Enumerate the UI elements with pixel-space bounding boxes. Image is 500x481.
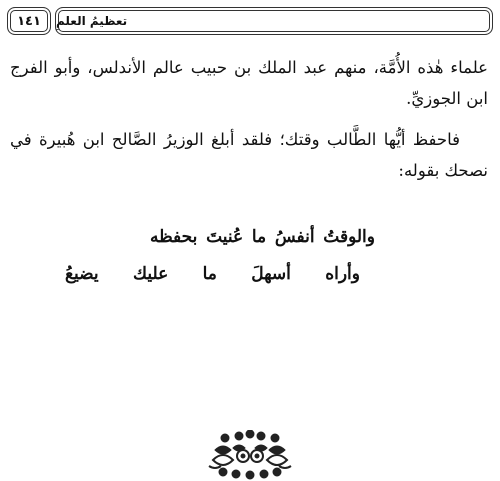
book-title: تعظيمُ العلمِ (56, 14, 128, 28)
paragraph-2: فاحفظ أيُّها الطَّالب وقتك؛ فلقد أبلغ الوزيرُ الصَّالح ابن هُبيرة في نصحك بقوله: (10, 130, 488, 180)
page-number-frame (7, 7, 51, 35)
header-title-frame (55, 7, 493, 35)
poem-line-1: والوقتُ أنفسُ ما عُنيتَ بحفظه (150, 227, 375, 247)
poem-line-2: وأراه أسهلَ ما عليك يضيعُ (65, 264, 360, 284)
page-header (7, 7, 493, 37)
paragraph-1: علماء هٰذه الأُمَّة، منهم عبد الملك بن حبيب عالم الأندلس، وأبو الفرج ابن الجوزيِّ. (10, 58, 488, 108)
floral-ornament-icon (205, 430, 295, 480)
page-number: ١٤١ (17, 13, 41, 29)
page-body (10, 52, 488, 186)
